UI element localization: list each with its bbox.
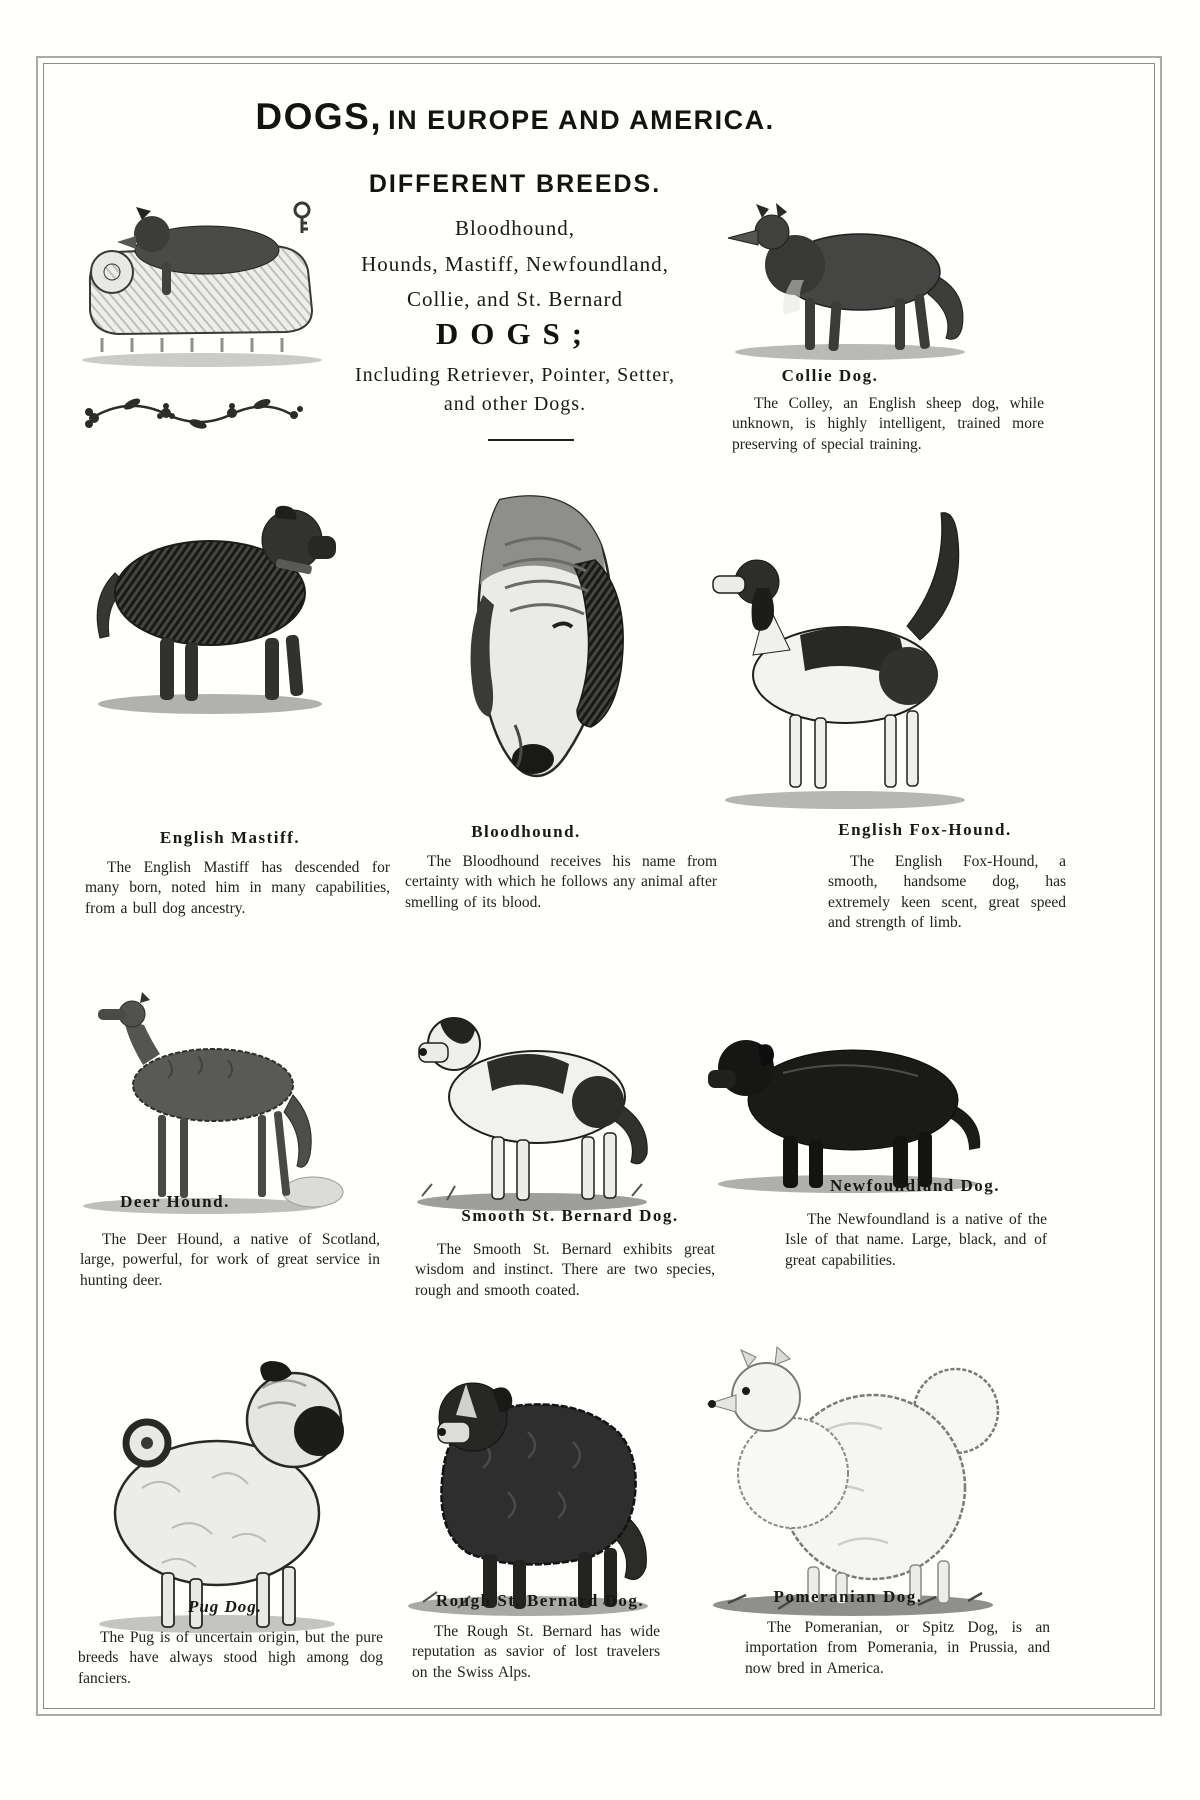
bloodhound-engraving — [405, 475, 653, 813]
including-line-1: Including Retriever, Pointer, Setter, — [354, 364, 676, 386]
newfoundland-engraving — [688, 1018, 1006, 1196]
deerhound-engraving — [58, 980, 346, 1220]
mastiff-text: The English Mastiff has descended for many born, noted him in many capabilities, from a bull dog ancestry. — [85, 859, 390, 917]
foxhound-text: The English Fox-Hound, a smooth, handsome dog, has extremely keen scent, great speed and strength of limb. — [828, 853, 1066, 932]
rough-st-bernard-caption: Rough St. Bernard Dog. — [435, 1591, 645, 1610]
foxhound-caption: English Fox-Hound. — [838, 820, 1012, 839]
header-rule — [488, 439, 574, 441]
smooth-st-bernard-caption: Smooth St. Bernard Dog. — [461, 1206, 679, 1225]
collie-caption: Collie Dog. — [781, 366, 879, 385]
deerhound-text: The Deer Hound, a native of Scotland, large, powerful, for work of great service in hunting deer. — [80, 1231, 380, 1289]
rough-st-bernard-text: The Rough St. Bernard has wide reputation as savior of lost travelers on the Swiss Alps. — [412, 1623, 660, 1681]
breeds-line-2: Hounds, Mastiff, Newfoundland, — [361, 252, 669, 276]
deerhound-caption: Deer Hound. — [120, 1192, 230, 1211]
newfoundland-text: The Newfoundland is a native of the Isle of that name. Large, black, and of great capabilities. — [785, 1211, 1047, 1269]
pomeranian-engraving — [688, 1315, 1018, 1620]
dogs-word: DOGS; — [435, 316, 595, 351]
page-title-main: DOGS, — [255, 96, 383, 137]
page-title-rest: IN EUROPE AND AMERICA. — [388, 105, 775, 135]
collie-text: The Colley, an English sheep dog, while unknown, is highly intelligent, trained more preserving of special training. — [732, 395, 1044, 453]
page-subtitle: DIFFERENT BREEDS. — [368, 170, 662, 198]
collie-engraving — [700, 180, 1000, 368]
mastiff-engraving — [70, 478, 340, 723]
bloodhound-text: The Bloodhound receives his name from certainty with which he follows any animal after smelling of its blood. — [405, 853, 717, 911]
breeds-line-3: Collie, and St. Bernard — [406, 287, 624, 311]
foxhound-engraving — [695, 470, 987, 818]
rough-st-bernard-engraving — [388, 1322, 670, 1620]
pomeranian-caption: Pomeranian Dog. — [773, 1587, 923, 1606]
pug-text: The Pug is of uncertain origin, but the pure breeds have always stood high among dog fanciers. — [78, 1629, 383, 1687]
pug-caption: Pug Dog. — [187, 1597, 263, 1616]
including-line-2: and other Dogs. — [443, 393, 587, 415]
breeds-line-1: Bloodhound, — [454, 216, 576, 240]
newfoundland-caption: Newfoundland Dog. — [829, 1176, 1001, 1195]
floral-ornament — [80, 388, 305, 440]
smooth-st-bernard-engraving — [392, 982, 670, 1214]
mastiff-caption: English Mastiff. — [159, 828, 301, 847]
couch-dog-engraving — [62, 188, 335, 372]
pomeranian-text: The Pomeranian, or Spitz Dog, is an importation from Pomerania, in Prussia, and now bred in America. — [745, 1619, 1050, 1677]
smooth-st-bernard-text: The Smooth St. Bernard exhibits great wisdom and instinct. There are two species, rough and smooth coated. — [415, 1241, 715, 1299]
bloodhound-caption: Bloodhound. — [471, 822, 581, 841]
page-title — [220, 96, 810, 138]
